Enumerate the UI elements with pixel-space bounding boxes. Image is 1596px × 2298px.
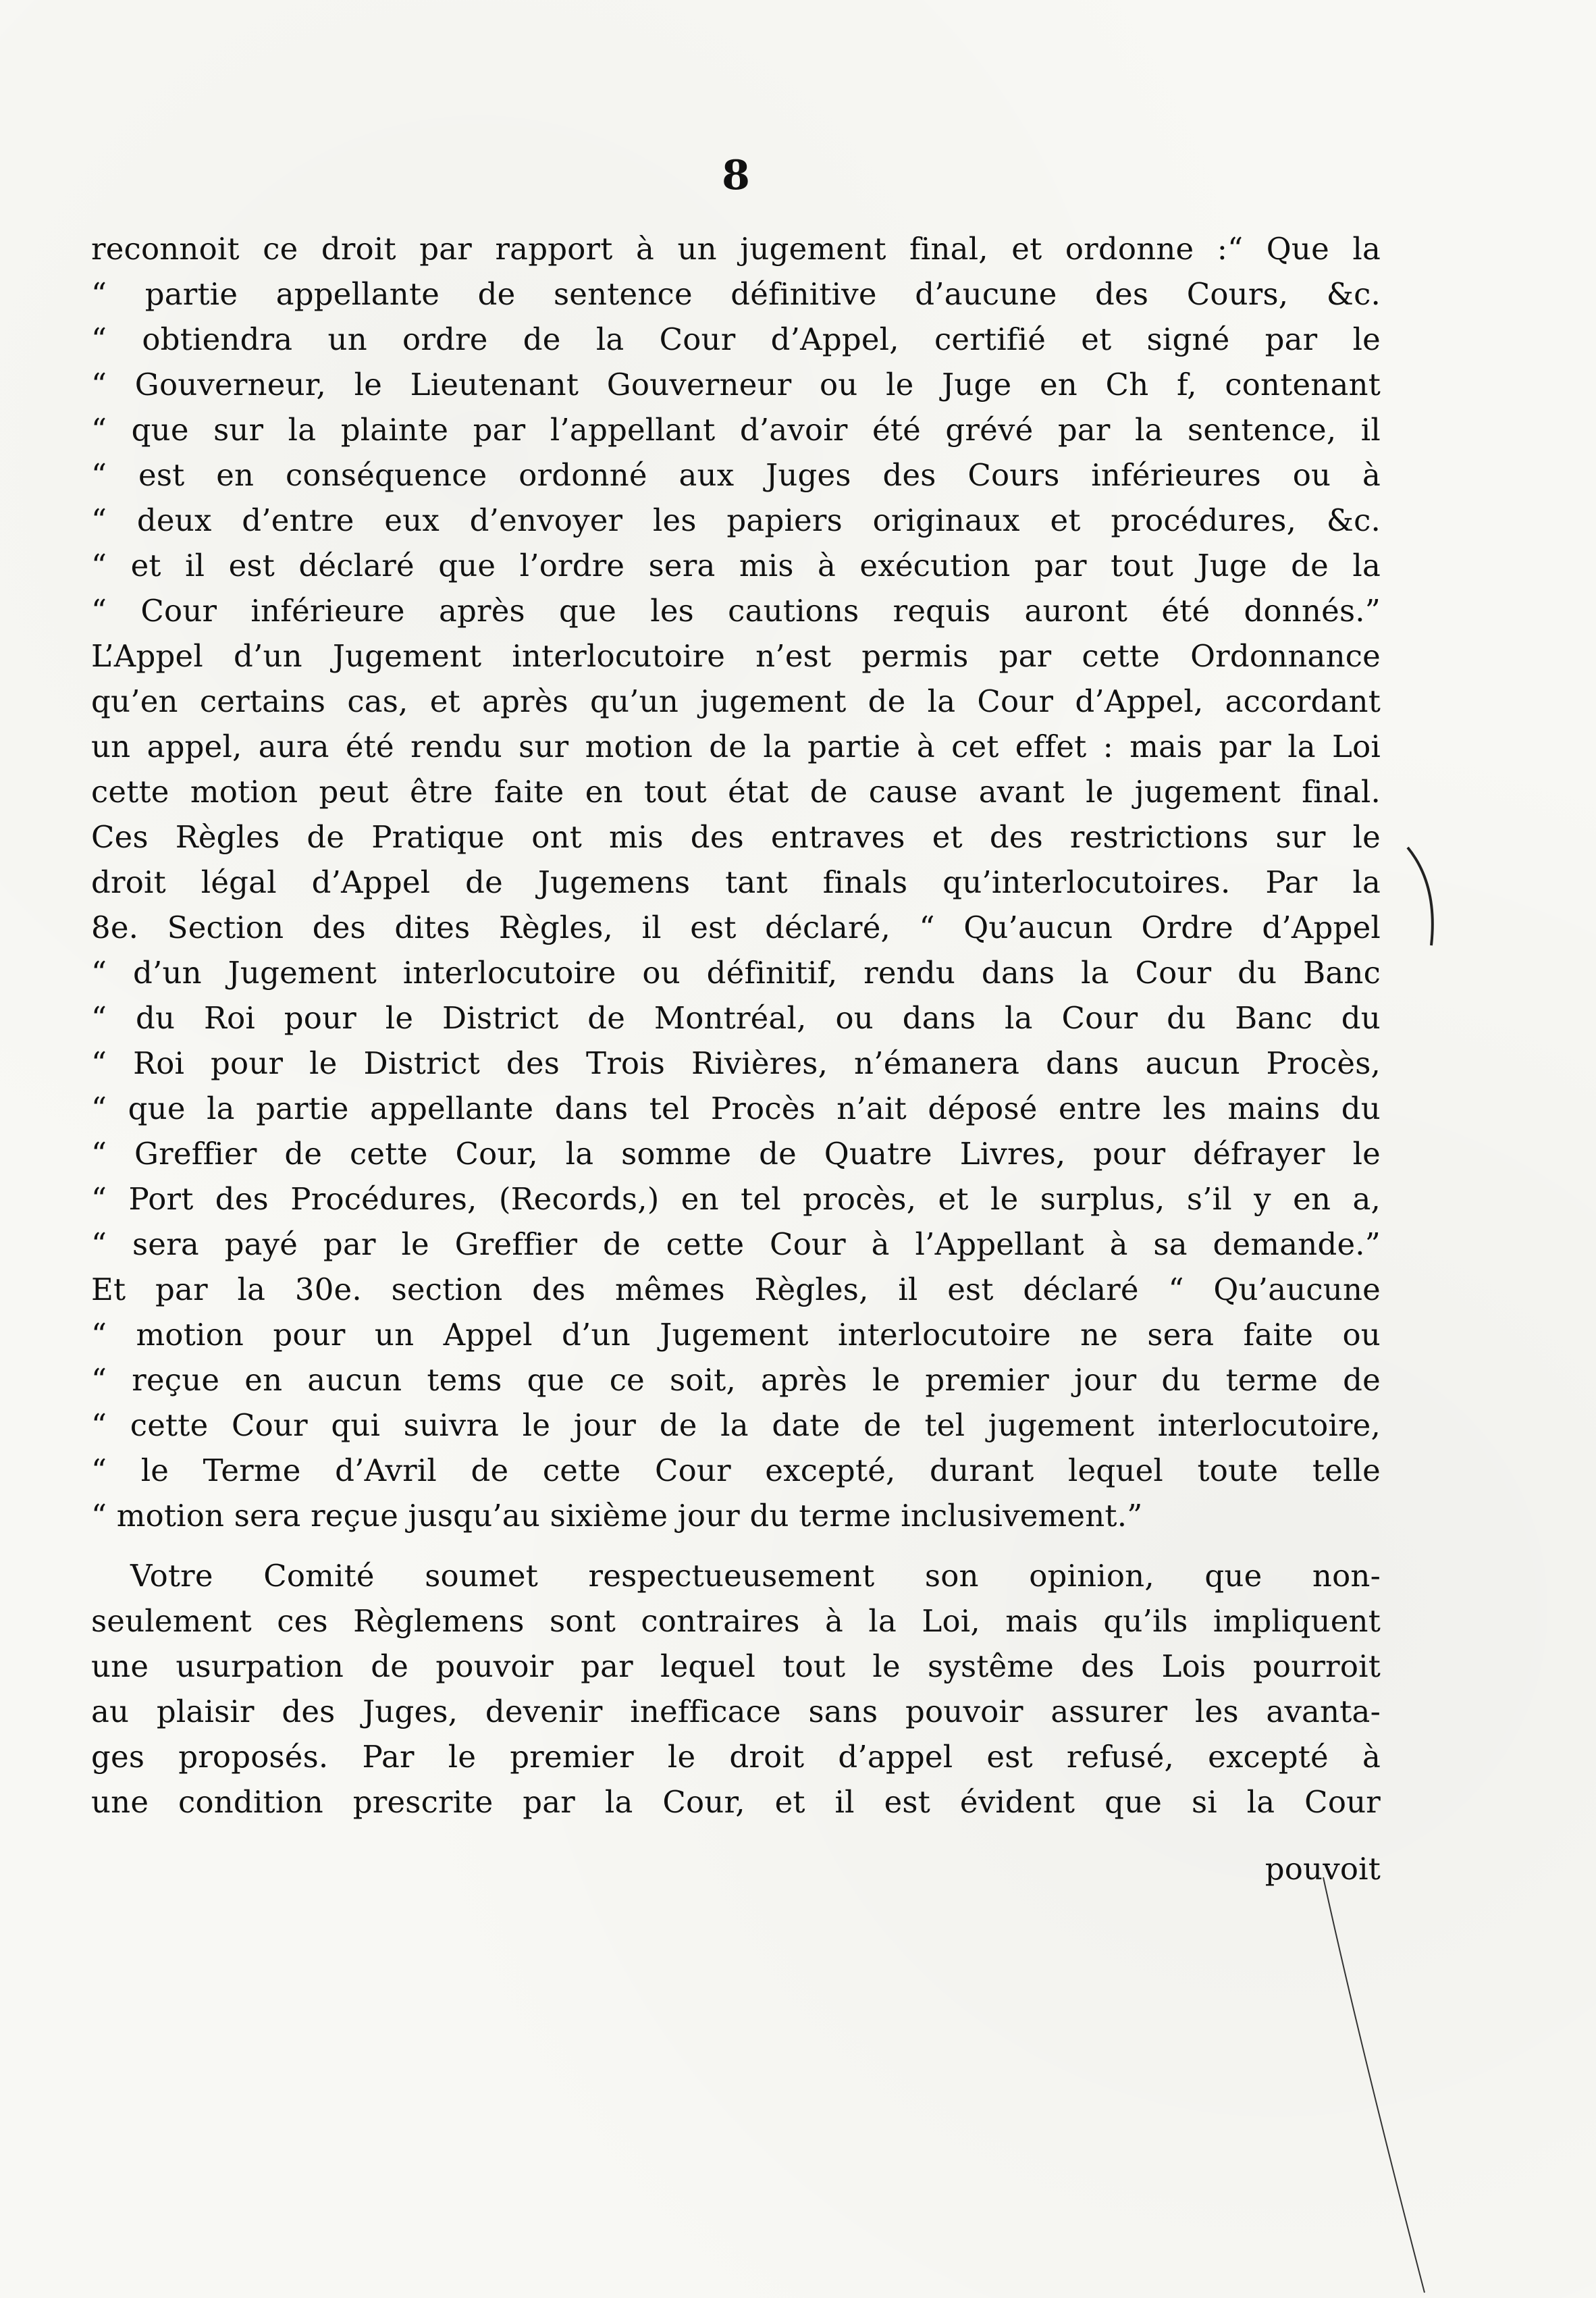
page-number: 8 (722, 152, 750, 199)
text-line: ges proposés. Par le premier le droit d’appel est refusé, excepté à (91, 1739, 1381, 1775)
text-line: “ Roi pour le District des Trois Rivières, n’émanera dans aucun Procès, (91, 1045, 1381, 1081)
text-line: “ est en conséquence ordonné aux Juges des Cours inférieures ou à (91, 457, 1381, 493)
text-line: “ cette Cour qui suivra le jour de la date de tel jugement interlocutoire, (91, 1407, 1381, 1443)
text-line: “ partie appellante de sentence définitive d’aucune des Cours, &c. (91, 276, 1381, 312)
text-line: qu’en certains cas, et après qu’un jugement de la Cour d’Appel, accordant (91, 683, 1381, 719)
text-line: “ que la partie appellante dans tel Procès n’ait déposé entre les mains du (91, 1091, 1381, 1126)
margin-bracket-mark (1404, 844, 1445, 952)
text-line: reconnoit ce droit par rapport à un jugement final, et ordonne :“ Que la (91, 231, 1381, 267)
text-line: “ que sur la plainte par l’appellant d’avoir été grévé par la sentence, il (91, 412, 1381, 448)
text-line: au plaisir des Juges, devenir inefficace sans pouvoir assurer les avanta- (91, 1694, 1381, 1729)
text-line: 8e. Section des dites Règles, il est déclaré, “ Qu’aucun Ordre d’Appel (91, 910, 1381, 945)
text-line: “ le Terme d’Avril de cette Cour excepté, durant lequel toute telle (91, 1453, 1381, 1488)
text-line: “ sera payé par le Greffier de cette Cour à l’Appellant à sa demande.” (91, 1226, 1381, 1262)
text-line: Et par la 30e. section des mêmes Règles, il est déclaré “ Qu’aucune (91, 1272, 1381, 1307)
text-line: “ Greffier de cette Cour, la somme de Quatre Livres, pour défrayer le (91, 1136, 1381, 1172)
text-line: un appel, aura été rendu sur motion de la partie à cet effet : mais par la Loi (91, 729, 1381, 764)
text-line: “ deux d’entre eux d’envoyer les papiers originaux et procédures, &c. (91, 502, 1381, 538)
paragraph-1 (91, 226, 1381, 1538)
text-line: L’Appel d’un Jugement interlocutoire n’est permis par cette Ordonnance (91, 638, 1381, 674)
text-line: Ces Règles de Pratique ont mis des entraves et des restrictions sur le (91, 819, 1381, 855)
text-line: seulement ces Règlemens sont contraires à la Loi, mais qu’ils impliquent (91, 1603, 1381, 1639)
text-line: “ motion pour un Appel d’un Jugement interlocutoire ne sera faite ou (91, 1317, 1381, 1353)
text-line: “ du Roi pour le District de Montréal, ou dans la Cour du Banc du (91, 1000, 1381, 1036)
text-line: une condition prescrite par la Cour, et il est évident que si la Cour (91, 1784, 1381, 1820)
paper-edge-line (1320, 1877, 1428, 2296)
catchword-container (91, 1846, 1381, 1891)
paragraph-2 (91, 1553, 1381, 1825)
text-line: “ d’un Jugement interlocutoire ou définitif, rendu dans la Cour du Banc (91, 955, 1381, 991)
text-line: “ Gouverneur, le Lieutenant Gouverneur ou le Juge en Ch f, contenant (91, 367, 1381, 402)
text-line: “ motion sera reçue jusqu’au sixième jour du terme inclusivement.” (91, 1498, 1143, 1534)
text-line: “ obtiendra un ordre de la Cour d’Appel, certifié et signé par le (91, 321, 1381, 357)
text-line: Votre Comité soumet respectueusement son opinion, que non- (130, 1558, 1381, 1594)
text-line: cette motion peut être faite en tout état de cause avant le jugement final. (91, 774, 1381, 810)
text-line: droit légal d’Appel de Jugemens tant finals qu’interlocutoires. Par la (91, 864, 1381, 900)
text-line: “ et il est déclaré que l’ordre sera mis à exécution par tout Juge de la (91, 548, 1381, 583)
catchword: pouvoit (1265, 1851, 1381, 1887)
text-line: “ reçue en aucun tems que ce soit, après le premier jour du terme de (91, 1362, 1381, 1398)
text-line: “ Cour inférieure après que les cautions requis auront été donnés.” (91, 593, 1381, 629)
text-line: “ Port des Procédures, (Records,) en tel procès, et le surplus, s’il y en a, (91, 1181, 1381, 1217)
text-line: une usurpation de pouvoir par lequel tout le systême des Lois pourroit (91, 1648, 1381, 1684)
